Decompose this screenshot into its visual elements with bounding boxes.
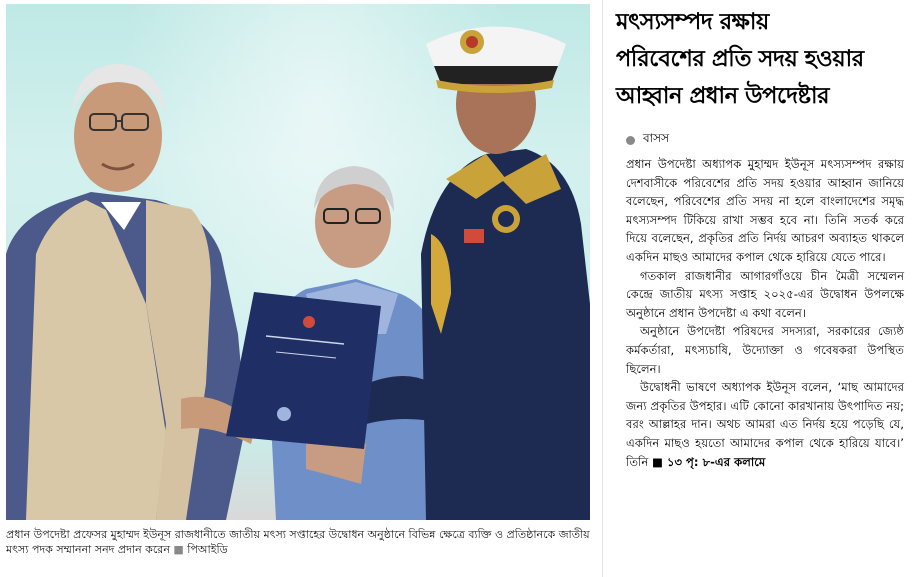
photo-caption [6, 527, 590, 557]
paragraph-4 [626, 378, 904, 471]
article-body [626, 155, 904, 471]
person-left [6, 64, 256, 520]
paragraph-3: অনুষ্ঠানে উপদেষ্টা পরিষদের সদস্যরা, সরকারের জ্যেষ্ঠ কর্মকর্তারা, মৎস্যচাষি, উদ্যোক্তা ও গবেষকরা উপস্থিত ছিলেন। [626, 324, 904, 376]
bullet-icon [626, 136, 635, 145]
photo-figures [6, 4, 590, 520]
headline-line-3: আহ্বান প্রধান উপদেষ্টার [616, 83, 830, 109]
paragraph-4-text: উদ্বোধনী ভাষণে অধ্যাপক ইউনূস বলেন, ‘মাছ আমাদের জন্য প্রকৃতির উপহার। এটি কোনো কারখানায় উৎপাদিত নয়; বরং আল্লাহর দান। অথচ আমরা এত নির্দয় হয়ে পড়েছি যে, একদিন মাছও হয়তো আমাদের কপাল থেকে হারিয়ে যাবে।’ তিনি [626, 380, 904, 469]
paragraph-1: প্রধান উপদেষ্টা অধ্যাপক মুহাম্মদ ইউনূস মৎস্যসম্পদ রক্ষায় দেশবাসীকে পরিবেশের প্রতি সদয় হওয়ার আহ্বান জানিয়ে বলেছেন, পরিবেশের প্রতি সদয় না হলে বাংলাদেশের সমৃদ্ধ মৎস্যসম্পদ টিকিয়ে রাখা সম্ভব হবে না। তিনি সতর্ক করে দিয়ে বলেছেন, প্রকৃতির প্রতি নির্দয় আচরণ অব্যাহত থাকলে একদিন মাছও আমাদের কপাল থেকে হারিয়ে যেতে পারে। [626, 157, 904, 264]
continuation-link[interactable]: ■ ১৩ পৃ: ৮-এর কলামে [651, 454, 766, 469]
certificate-folder [226, 292, 381, 449]
caption-text: প্রধান উপদেষ্টা প্রফেসর মুহাম্মদ ইউনূস রাজধানীতে জাতীয় মৎস্য সপ্তাহের উদ্বোধন অনুষ্ঠানে বিভিন্ন ক্ষেত্রে ব্যক্তি ও প্রতিষ্ঠানকে জাতীয় মৎস্য পদক সম্মাননা সনদ প্রদান করেন [6, 528, 590, 556]
byline-source: বাসস [643, 131, 670, 145]
caption-bullet: ■ [173, 543, 188, 556]
photo-credit: পিআইডি [187, 543, 228, 556]
news-photo [6, 4, 590, 520]
headline-line-1: মৎস্যসম্পদ রক্ষায় [616, 9, 769, 35]
column-divider [602, 0, 603, 577]
article-headline [616, 4, 906, 115]
paragraph-2: গতকাল রাজধানীর আগারগাঁওয়ে চীন মৈত্রী সম্মেলন কেন্দ্রে জাতীয় মৎস্য সপ্তাহ ২০২৫-এর উদ্বোধন উপলক্ষে অনুষ্ঠানে প্রধান উপদেষ্টা এ কথা বলেন। [626, 268, 904, 320]
headline-line-2: পরিবেশের প্রতি সদয় হওয়ার [616, 46, 864, 72]
article-byline [626, 130, 669, 150]
